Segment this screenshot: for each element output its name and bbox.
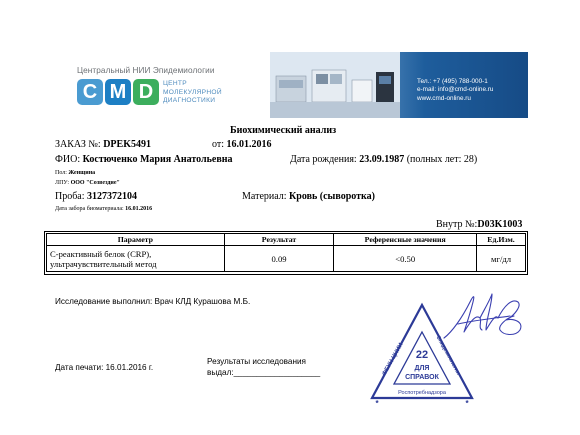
report-title: Биохимический анализ <box>230 125 337 136</box>
order-number: ЗАКАЗ №: DPEK5491 <box>55 139 151 150</box>
column-header-parameter: Параметр <box>47 234 225 246</box>
collection-date: Дата забора биоматериала: 16.01.2016 <box>55 206 153 212</box>
cell-parameter: С-реактивный белок (CRP), ультрачувствительный метод <box>47 246 225 272</box>
svg-text:Эпидемиологии: Эпидемиологии <box>434 334 462 377</box>
column-header-reference: Референсные значения <box>334 234 477 246</box>
cell-reference: <0.50 <box>334 246 477 272</box>
sample-material: Материал: Кровь (сыворотка) <box>242 191 375 202</box>
table-header-row <box>47 234 526 246</box>
official-stamp <box>368 302 476 412</box>
contact-info <box>417 78 493 103</box>
svg-text:ФБУН ЦНИИ: ФБУН ЦНИИ <box>381 342 405 377</box>
svg-text:Роспотребнадзора: Роспотребнадзора <box>398 390 446 396</box>
contact-site: www.cmd-online.ru <box>417 94 471 102</box>
performed-by: Исследование выполнил: Врач КЛД Курашова М.Б. <box>55 297 251 306</box>
internal-number: Внутр №:D03K1003 <box>436 219 523 230</box>
svg-text:22: 22 <box>415 349 429 361</box>
clinic-name: ЛПУ: ООО "Созвездие" <box>55 180 120 186</box>
patient-name: ФИО: Костюченко Мария Анатольевна <box>55 154 233 165</box>
svg-text:*: * <box>465 399 469 408</box>
logo-letter-d: D <box>133 79 159 105</box>
contact-phone: Тел.: +7 (495) 788-000-1 <box>417 78 488 85</box>
svg-text:СПРАВОК: СПРАВОК <box>405 374 439 381</box>
patient-birth-date: Дата рождения: 23.09.1987 (полных лет: 28) <box>290 154 478 165</box>
banner-logo-area <box>48 52 278 118</box>
svg-text:*: * <box>375 399 379 408</box>
column-header-result: Результат <box>224 234 334 246</box>
svg-text:ДЛЯ: ДЛЯ <box>414 365 430 372</box>
issued-by-label: Результаты исследования <box>207 357 306 366</box>
table-row <box>47 246 526 272</box>
header-banner <box>48 52 528 118</box>
cell-unit: мг/дл <box>477 246 526 272</box>
patient-sex: Пол: Женщина <box>55 170 96 176</box>
logo-letter-m: M <box>105 79 131 105</box>
issued-by-line: выдал:___________________ <box>207 368 321 377</box>
results-table <box>46 233 526 272</box>
banner-contacts-area <box>270 52 528 118</box>
org-name: Центральный НИИ Эпидемиологии <box>77 66 215 75</box>
logo-letter-c: C <box>77 79 103 105</box>
column-header-unit: Ед.Изм. <box>477 234 526 246</box>
logo-subtitle: ЦЕНТР МОЛЕКУЛЯРНОЙ ДИАГНОСТИКИ <box>163 80 222 105</box>
sample-number: Проба: 3127372104 <box>55 191 138 202</box>
print-date: Дата печати: 16.01.2016 г. <box>55 363 154 372</box>
lab-equipment-image <box>270 52 400 118</box>
cmd-logo <box>77 79 159 105</box>
cell-result: 0.09 <box>224 246 334 272</box>
contact-email: e-mail: info@cmd-online.ru <box>417 86 494 94</box>
order-date: от: 16.01.2016 <box>212 139 272 150</box>
